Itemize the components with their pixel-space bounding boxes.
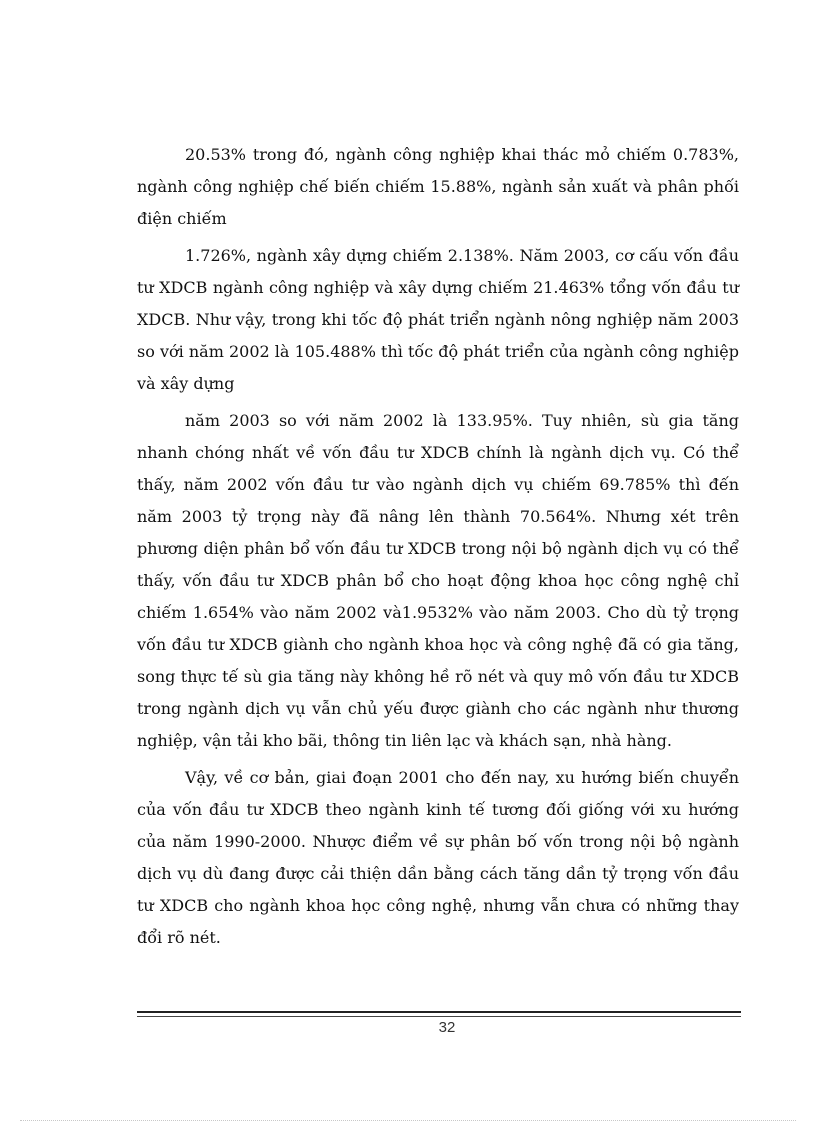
paragraph-4: Vậy, về cơ bản, giai đoạn 2001 cho đến nay, xu hướng biến chuyển của vốn đầu tư XDCB theo ngành kinh tế tương đối giống với xu hướng của năm 1990-2000. Nhược điểm về sự phân bố vốn trong nội bộ ngành dịch vụ dù đang được cải thiện dần bằng cách tăng dần tỷ trọng vốn đầu tư XDCB cho ngành khoa học công nghệ, nhưng vẫn chưa có những thay đổi rõ nét.: [137, 768, 739, 947]
paragraph-1: 20.53% trong đó, ngành công nghiệp khai thác mỏ chiếm 0.783%, ngành công nghiệp chế biến chiếm 15.88%, ngành sản xuất và phân phối điện chiếm: [137, 145, 739, 228]
paragraph-3: năm 2003 so với năm 2002 là 133.95%. Tuy nhiên, sù gia tăng nhanh chóng nhất về vốn đầu tư XDCB chính là ngành dịch vụ. Có thể thấy, năm 2002 vốn đầu tư vào ngành dịch vụ chiếm 69.785% thì đến năm 2003 tỷ trọng này đã nâng lên thành 70.564%. Nhưng xét trên phương diện phân bổ vốn đầu tư XDCB trong nội bộ ngành dịch vụ có thể thấy, vốn đầu tư XDCB phân bổ cho hoạt động khoa học công nghệ chỉ chiếm 1.654% vào năm 2002 và1.9532% vào năm 2003. Cho dù tỷ trọng vốn đầu tư XDCB giành cho ngành khoa học và công nghệ đã có gia tăng, song thực tế sù gia tăng này không hề rõ nét và quy mô vốn đầu tư XDCB trong ngành dịch vụ vẫn chủ yếu được giành cho các ngành như thương nghiệp, vận tải kho bãi, thông tin liên lạc và khách sạn, nhà hàng.: [137, 411, 739, 750]
footer-divider-thick: [137, 1011, 741, 1013]
page-body: [137, 139, 739, 954]
paragraph-2: 1.726%, ngành xây dựng chiếm 2.138%. Năm 2003, cơ cấu vốn đầu tư XDCB ngành công nghiệp và xây dựng chiếm 21.463% tổng vốn đầu tư XDCB. Như vậy, trong khi tốc độ phát triển ngành nông nghiệp năm 2003 so với năm 2002 là 105.488% thì tốc độ phát triển của ngành công nghiệp và xây dựng: [137, 246, 739, 393]
page-number: 32: [438, 1019, 456, 1036]
footer-divider-thin: [137, 1016, 741, 1017]
page-bottom-dotted-edge: [20, 1120, 796, 1121]
